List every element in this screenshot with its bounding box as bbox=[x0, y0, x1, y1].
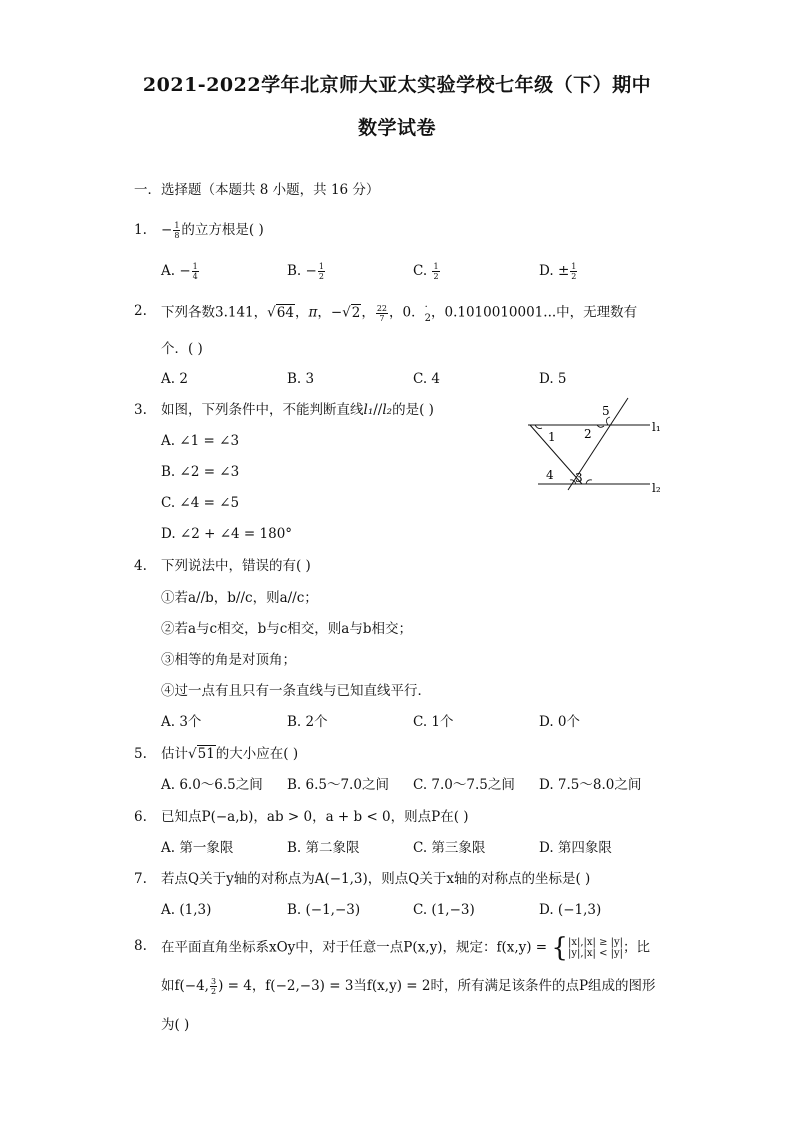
q7-option-a[interactable]: A. (1,3) bbox=[161, 902, 212, 918]
q1-text: 的立方根是( ) bbox=[181, 222, 264, 238]
q1-option-a[interactable]: A. − $\frac{1}{4}$ bbox=[161, 262, 198, 281]
q6-option-a[interactable]: A. 第一象限 bbox=[161, 840, 234, 856]
exam-title-line2: 数学试卷 bbox=[357, 117, 436, 139]
q4-statement-4: ④过一点有且只有一条直线与已知直线平行． bbox=[161, 683, 431, 699]
q6-option-c[interactable]: C. 第三象限 bbox=[413, 840, 486, 856]
q7-option-d[interactable]: D. (−1,3) bbox=[539, 902, 602, 918]
question-3-number: 3. bbox=[134, 402, 147, 418]
q3-option-d[interactable]: D. ∠2 + ∠4 = 180° bbox=[161, 526, 293, 542]
q5-option-b[interactable]: B. 6.5～7.0之间 bbox=[287, 777, 389, 793]
question-5-number: 5. bbox=[134, 746, 147, 762]
piecewise-cases: |x|,|x| ≥ |y| |y|,|x| < |y| bbox=[567, 937, 624, 959]
sqrt-2: 2 bbox=[351, 304, 361, 321]
q1-option-d[interactable]: D. ± $\frac{1}{2}$ bbox=[539, 262, 577, 281]
sqrt-51: 51 bbox=[197, 746, 215, 762]
question-8-number: 8. bbox=[134, 938, 147, 954]
question-5-stem: 估计√51的大小应在( ) bbox=[161, 746, 299, 762]
question-7-stem: 若点Q关于y轴的对称点为A(−1,3)，则点Q关于x轴的对称点的坐标是( ) bbox=[161, 871, 591, 887]
question-6-number: 6. bbox=[134, 809, 147, 825]
sqrt-64: 64 bbox=[276, 304, 294, 321]
q4-option-b[interactable]: B. 2个 bbox=[287, 714, 328, 730]
label-5: 5 bbox=[602, 404, 610, 418]
q1-minus: − bbox=[161, 222, 173, 238]
question-1-number: 1. bbox=[134, 222, 147, 238]
question-3-stem: 如图，下列条件中，不能判断直线l₁//l₂的是( ) bbox=[161, 402, 434, 418]
angle-3-arc bbox=[586, 480, 592, 484]
angle-1-arc bbox=[535, 425, 542, 429]
section-heading: 一．选择题（本题共 8 小题，共 16 分） bbox=[134, 182, 380, 198]
q4-option-d[interactable]: D. 0个 bbox=[539, 714, 581, 730]
q1-fraction: $\frac{1}{8}$ bbox=[174, 221, 180, 240]
label-3: 3 bbox=[575, 471, 583, 485]
q5-option-a[interactable]: A. 6.0～6.5之间 bbox=[161, 777, 263, 793]
q6-option-b[interactable]: B. 第二象限 bbox=[287, 840, 360, 856]
q4-statement-2: ②若a与c相交，b与c相交，则a与b相交； bbox=[161, 621, 413, 637]
label-l2: l₂ bbox=[652, 481, 661, 495]
q4-statement-1: ①若a//b，b//c，则a//c； bbox=[161, 590, 318, 606]
question-6-stem: 已知点P(−a,b)，ab > 0，a + b < 0，则点P在( ) bbox=[161, 809, 469, 825]
q3-option-a[interactable]: A. ∠1 = ∠3 bbox=[161, 433, 240, 449]
exam-title-line1: 2021-2022学年北京师大亚太实验学校七年级（下）期中 bbox=[142, 74, 652, 96]
parallel-lines-figure bbox=[520, 395, 670, 505]
question-7-number: 7. bbox=[134, 871, 147, 887]
label-1: 1 bbox=[548, 430, 556, 444]
question-8-stem-line1: 在平面直角坐标系xOy中，对于任意一点P(x,y)，规定：f(x,y) = { |x|,|x| ≥ |y| |y|,|x| < |y| ；比 bbox=[161, 933, 651, 963]
q4-option-a[interactable]: A. 3个 bbox=[161, 714, 202, 730]
question-2-number: 2. bbox=[134, 303, 147, 319]
q5-option-d[interactable]: D. 7.5～8.0之间 bbox=[539, 777, 642, 793]
q3-option-b[interactable]: B. ∠2 = ∠3 bbox=[161, 464, 240, 480]
q4-option-c[interactable]: C. 1个 bbox=[413, 714, 454, 730]
q1-option-c[interactable]: C. $\frac{1}{2}$ bbox=[413, 262, 439, 281]
q2-option-b[interactable]: B. 3 bbox=[287, 371, 315, 387]
question-8-stem-line2: 如f(−4, $\frac{3}{2}$ ) = 4，f(−2,−3) = 3当f(x,y) = 2时，所有满足该条件的点P组成的图形 bbox=[161, 977, 656, 996]
angle-5-arc bbox=[606, 417, 610, 425]
q1-option-b[interactable]: B. − $\frac{1}{2}$ bbox=[287, 262, 324, 281]
q2-option-d[interactable]: D. 5 bbox=[539, 371, 567, 387]
q6-option-d[interactable]: D. 第四象限 bbox=[539, 840, 612, 856]
question-2-stem-line2: 个．( ) bbox=[161, 341, 203, 357]
q4-statement-3: ③相等的角是对顶角； bbox=[161, 652, 296, 668]
q3-option-c[interactable]: C. ∠4 = ∠5 bbox=[161, 495, 240, 511]
label-l1: l₁ bbox=[652, 420, 661, 434]
question-8-stem-line3: 为( ) bbox=[161, 1017, 190, 1033]
question-4-stem: 下列说法中，错误的有( ) bbox=[161, 558, 311, 574]
question-4-number: 4. bbox=[134, 558, 147, 574]
q2-option-c[interactable]: C. 4 bbox=[413, 371, 441, 387]
label-4: 4 bbox=[546, 468, 554, 482]
question-2-stem-line1: 下列各数3.141，√64，π，−√2， $\frac{22}{7}$ ，0． · 2 ，0.1010010001...中，无理数有 bbox=[161, 302, 638, 324]
piecewise-brace: { bbox=[551, 933, 568, 963]
q2-option-a[interactable]: A. 2 bbox=[161, 371, 188, 387]
q7-option-b[interactable]: B. (−1,−3) bbox=[287, 902, 361, 918]
q5-option-c[interactable]: C. 7.0～7.5之间 bbox=[413, 777, 515, 793]
label-2: 2 bbox=[584, 427, 592, 441]
q7-option-c[interactable]: C. (1,−3) bbox=[413, 902, 475, 918]
question-1-stem bbox=[161, 221, 264, 240]
